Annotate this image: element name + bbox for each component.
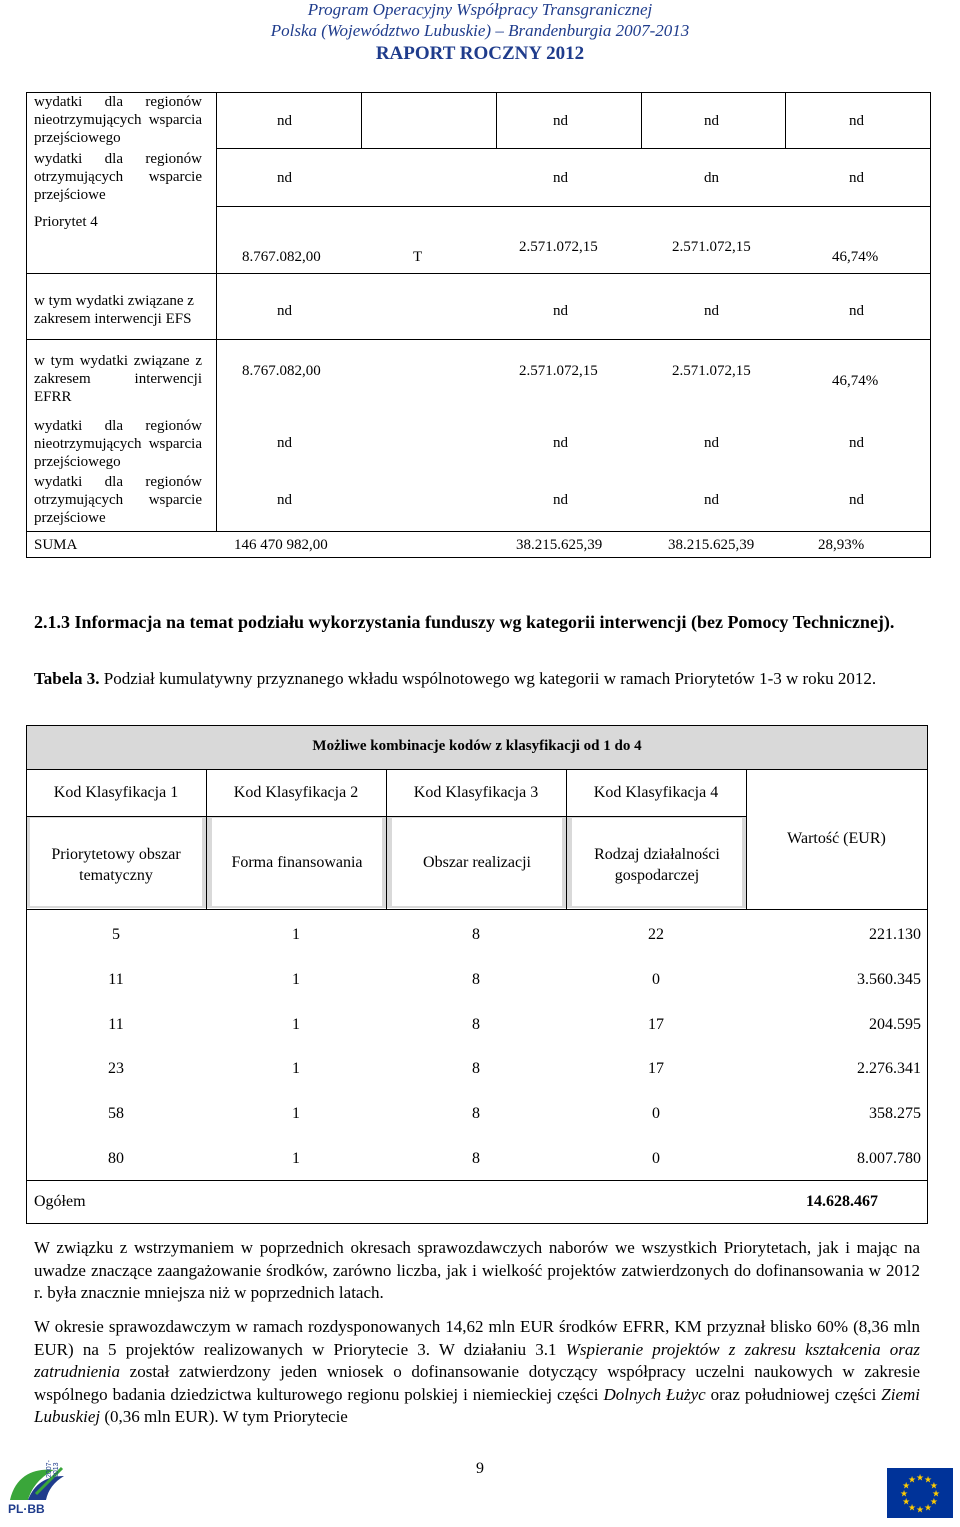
row-label-sum: SUMA xyxy=(34,537,78,553)
eu-star-icon: ★ xyxy=(902,1496,911,1507)
cell: 8.767.082,00 xyxy=(242,363,321,379)
table-title: Możliwe kombinacje kodów z klasyfikacji od 1 do 4 xyxy=(312,738,642,754)
cell: nd xyxy=(553,303,568,319)
table-cell: 0 xyxy=(652,1105,660,1123)
cell: 38.215.625,39 xyxy=(516,537,603,553)
cell: nd xyxy=(849,113,864,129)
table-cell-value: 358.275 xyxy=(869,1105,921,1123)
table-caption-text: Podział kumulatywny przyznanego wkładu wspólnotowego wg kategorii w ramach Priorytetów 1-3 w roku 2012. xyxy=(99,669,877,688)
cell: nd xyxy=(704,492,719,508)
page-number: 9 xyxy=(476,1460,484,1477)
code-header-4: Kod Klasyfikacja 4 xyxy=(593,784,719,801)
table-cell: 8 xyxy=(472,1150,480,1167)
cell: 8.767.082,00 xyxy=(242,249,321,265)
table-cell-value: 8.007.780 xyxy=(857,1150,921,1167)
eu-star-icon: ★ xyxy=(907,1474,917,1485)
table-cell: 0 xyxy=(652,1150,660,1167)
cell: nd xyxy=(553,435,568,451)
table-cell: 5 xyxy=(112,926,120,943)
table-cell: 1 xyxy=(292,1060,300,1078)
eu-star-icon: ★ xyxy=(923,1474,933,1485)
cell: nd xyxy=(277,113,292,129)
cell: nd xyxy=(277,492,292,508)
code-header-3: Kod Klasyfikacja 3 xyxy=(413,784,539,801)
logo-text: PL·BB xyxy=(8,1502,45,1516)
dim-header-2: Forma finansowania xyxy=(231,854,363,871)
eu-flag-icon xyxy=(887,1468,953,1518)
table-cell: 11 xyxy=(108,970,124,988)
paragraph-1: W związku z wstrzymaniem w poprzednich okresach sprawozdawczych naborów we wszystkich Priorytetach, jak i mając na uwadze znaczące zaangażowanie środków, zarówno liczba, jak i wielkość projektów zatwierdzonych do dofinansowania w 2012 r. była znacznie mniejsza niż w poprzednich latach. xyxy=(34,1238,920,1302)
row-label-supported-regions-efrr: wydatki dla regionów otrzymujących wsparcie przejściowe xyxy=(34,474,202,526)
eu-star-icon: ★ xyxy=(907,1502,917,1513)
eu-star-icon: ★ xyxy=(929,1496,938,1507)
dim-header-3: Obszar realizacji xyxy=(423,854,531,871)
p2-text-e: oraz południowej części xyxy=(705,1384,882,1404)
p2-text-a: W okresie sprawozdawczym w ramach rozdysponowanych 14,62 mln EUR środków EFRR, KM przyznał blisko 60% (8,36 mln EUR) na 5 projektów realizowanych w Priorytecie 3. W działaniu 3.1 xyxy=(34,1317,920,1359)
table-cell: 17 xyxy=(648,1060,664,1078)
section-heading: 2.1.3 Informacja na temat podziału wykorzystania funduszy wg kategorii interwencji (bez Pomocy Technicznej). xyxy=(34,612,895,632)
logo-years: 2007-2013 xyxy=(46,1460,60,1478)
row-label-supported-regions: wydatki dla regionów otrzymujących wsparcie przejściowe xyxy=(34,151,202,203)
p2-italic-action-title: Wspieranie projektów z zakresu kształcenia oraz zatrudnienia xyxy=(34,1339,921,1381)
paragraph-2 xyxy=(34,1316,920,1429)
row-label-priority-4: Priorytet 4 xyxy=(34,214,98,230)
p2-text-c: został zatwierdzony jeden wniosek o dofinansowanie dotyczący współpracy uczelni naukowych w zakresie wspólnego badania dziedzictwa kulturowego regionu polskiej i niemieckiej części xyxy=(34,1362,920,1404)
cell: 146 470 982,00 xyxy=(234,537,328,553)
row-label-nonsupported-regions-efrr: wydatki dla regionów nieotrzymujących wsparcia przejściowego xyxy=(34,418,202,470)
header-program-line: Program Operacyjny Współpracy Transgranicznej xyxy=(307,0,653,19)
total-value: 14.628.467 xyxy=(806,1193,878,1210)
cell: nd xyxy=(704,435,719,451)
cell: nd xyxy=(849,492,864,508)
table-cell-value: 204.595 xyxy=(869,1015,921,1033)
eu-star-icon: ★ xyxy=(915,1504,925,1515)
p2-italic-region-1: Dolnych Łużyc xyxy=(603,1384,706,1404)
header-report-title: RAPORT ROCZNY 2012 xyxy=(375,43,585,64)
dim-header-4: Rodzaj działalności gospodarczej xyxy=(594,846,720,884)
eu-star-icon: ★ xyxy=(923,1502,933,1513)
table-cell: 1 xyxy=(292,1150,300,1167)
cell: nd xyxy=(704,303,719,319)
cell: nd xyxy=(553,113,568,129)
table-cell: 8 xyxy=(472,1105,480,1123)
table-cell: 1 xyxy=(292,926,300,943)
table-cell: 8 xyxy=(472,926,480,943)
cell: T xyxy=(413,249,423,265)
program-logo xyxy=(6,1460,68,1522)
cell: nd xyxy=(277,170,292,186)
total-label: Ogółem xyxy=(34,1193,86,1210)
eu-star-icon: ★ xyxy=(929,1480,938,1491)
table-cell: 1 xyxy=(292,1015,300,1033)
table-cell: 0 xyxy=(652,970,660,988)
table-cell: 22 xyxy=(648,926,664,943)
table-cell: 17 xyxy=(648,1015,664,1033)
cell: nd xyxy=(704,113,719,129)
cell: 2.571.072,15 xyxy=(672,363,751,379)
row-label-nonsupported-regions: wydatki dla regionów nieotrzymujących wsparcia przejściowego xyxy=(34,94,202,146)
p2-italic-region-2: Ziemi Lubuskiej xyxy=(34,1384,920,1426)
cell: 2.571.072,15 xyxy=(519,239,598,255)
eu-star-icon: ★ xyxy=(902,1480,911,1491)
table-cell: 8 xyxy=(472,970,480,988)
cell: nd xyxy=(849,170,864,186)
cell: 46,74% xyxy=(832,249,879,265)
code-header-1: Kod Klasyfikacja 1 xyxy=(53,784,179,801)
table-cell: 1 xyxy=(292,970,300,988)
table-cell-value: 3.560.345 xyxy=(857,970,921,988)
cell: 2.571.072,15 xyxy=(672,239,751,255)
table-cell: 23 xyxy=(108,1060,124,1078)
p2-text-g: (0,36 mln EUR). W tym Priorytecie xyxy=(100,1407,348,1426)
table-cell: 8 xyxy=(472,1015,480,1033)
cell: 46,74% xyxy=(832,373,879,389)
value-header: Wartość (EUR) xyxy=(787,830,886,847)
table-caption-label: Tabela 3. xyxy=(34,669,100,688)
table-cell: 8 xyxy=(472,1060,480,1078)
dim-header-1: Priorytetowy obszar tematyczny xyxy=(51,846,181,884)
eu-star-icon: ★ xyxy=(915,1472,925,1483)
cell: 2.571.072,15 xyxy=(519,363,598,379)
table-cell-value: 2.276.341 xyxy=(857,1060,921,1078)
table-cell: 1 xyxy=(292,1105,300,1123)
eu-star-icon: ★ xyxy=(931,1488,941,1499)
header-region-line: Polska (Województwo Lubuskie) – Brandenburgia 2007-2013 xyxy=(270,21,690,40)
cell: nd xyxy=(277,303,292,319)
row-label-efs: w tym wydatki związane z zakresem interwencji EFS xyxy=(34,293,194,327)
table-cell: 58 xyxy=(108,1105,124,1123)
table-cell-value: 221.130 xyxy=(869,926,921,943)
cell: nd xyxy=(849,435,864,451)
cell: 28,93% xyxy=(818,537,865,553)
eu-star-icon: ★ xyxy=(899,1488,909,1499)
row-label-efrr: w tym wydatki związane z zakresem interwencji EFRR xyxy=(34,353,202,405)
cell: dn xyxy=(704,170,719,186)
cell: nd xyxy=(277,435,292,451)
table-cell: 80 xyxy=(108,1150,124,1167)
cell: nd xyxy=(849,303,864,319)
cell: nd xyxy=(553,170,568,186)
cell: 38.215.625,39 xyxy=(668,537,755,553)
table-cell: 11 xyxy=(108,1015,124,1033)
table-caption xyxy=(34,668,920,690)
cell: nd xyxy=(553,492,568,508)
code-header-2: Kod Klasyfikacja 2 xyxy=(233,784,359,801)
